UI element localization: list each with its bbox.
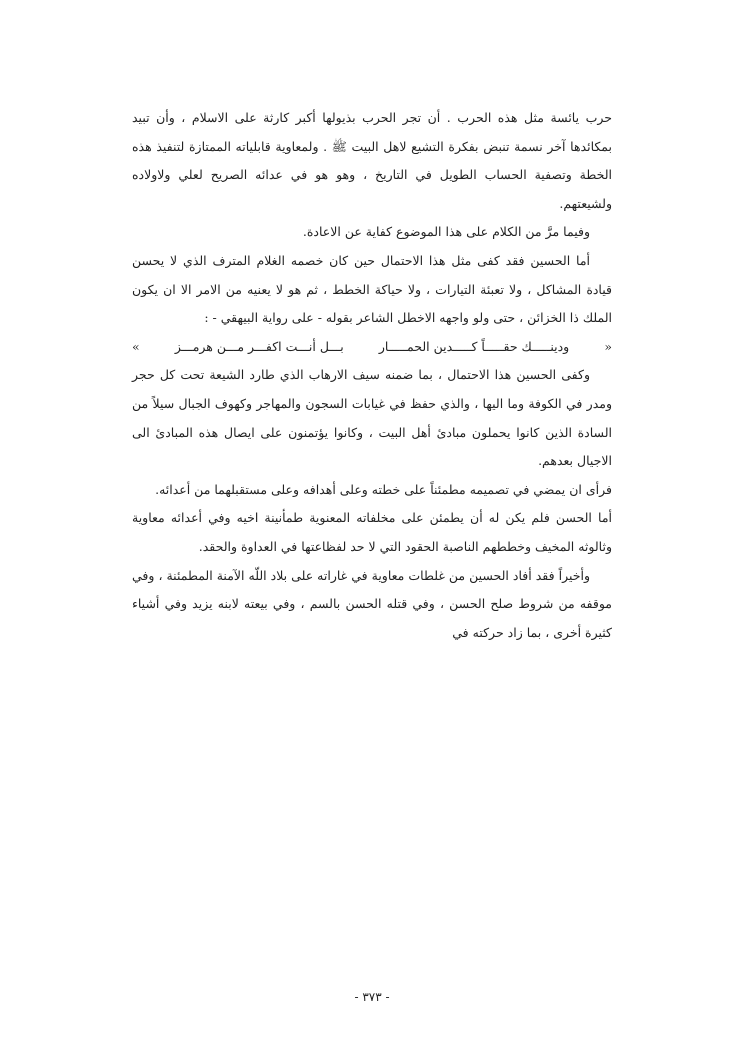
verse-close-quote: » [132,338,140,354]
paragraph: أما الحسن فلم يكن له أن يطمئن على مخلفاته المعنوية طمأنينة اخيه وفي أعدائه معاوية وثالوثه المخيف وخططهم الناصبة الحقود التي لا حد لفظاعتها في العداوة والحقد. [132,510,612,554]
poetry-verse [132,333,612,362]
verse-hemistich-2: بـــل أنـــت اكفـــر مـــن هرمـــز [174,338,344,354]
paragraph: وكفى الحسين هذا الاحتمال ، بما ضمنه سيف الارهاب الذي طارد الشيعة تحت كل حجر ومدر في الكوفة وما اليها ، والذي حفظ في غيابات السجون والمهاجر وكهوف الجبال سيلاً من السادة الذين كانوا يحملون مبادئ أهل البيت ، وكانوا يؤتمنون على ايصال هذه المبادئ الى الاجيال بعدهم. [132,367,612,469]
paragraph-continuation: حرب يائسة مثل هذه الحرب . أن تجر الحرب بذيولها أكبر كارثة على الاسلام ، وأن تبيد بمكائدها آخر نسمة تنبض بفكرة التشيع لاهل البيت ﷺ . ولمعاوية قابلياته الممتازة لتنفيذ هذه الخطة وتصفية الحساب الطويل في التاريخ ، وهو هو في عدائه الصريح لعلي ولاولاده ولشيعتهم. [132,110,612,211]
paragraph: وأخيراً فقد أفاد الحسين من غلطات معاوية في غاراته على بلاد اللّه الآمنة المطمئنة ، وفي موقفه من شروط صلح الحسن ، وفي قتله الحسن بالسم ، وفي بيعته لابنه يزيد وفي أشياء كثيرة أخرى ، بما زاد حركته في [132,567,612,640]
paragraph: أما الحسين فقد كفى مثل هذا الاحتمال حين كان خصمه الغلام المترف الذي لا يحسن قيادة المشاكل ، ولا تعبئة التيارات ، ولا حياكة الخطط ، ثم هو لا يعنيه من الامر الا ان يكون الملك ذا الخزائن ، حتى ولو واجهه الاخطل الشاعر بقوله - على رواية البيهقي - : [132,252,612,326]
paragraph: وفيما مرَّ من الكلام على هذا الموضوع كفاية عن الاعادة. [302,224,590,240]
page-number: - ٣٧٣ - [354,990,390,1004]
verse-hemistich-1: ودينـــــك حقـــــاً كـــــدين الحمـــــار [378,338,570,354]
paragraph: فرأى ان يمضي في تصميمه مطمئناً على خطته وعلى أهدافه وعلى مستقبلهما من أعدائه. [155,481,612,497]
body-text [132,104,612,647]
verse-open-quote: « [604,338,612,354]
